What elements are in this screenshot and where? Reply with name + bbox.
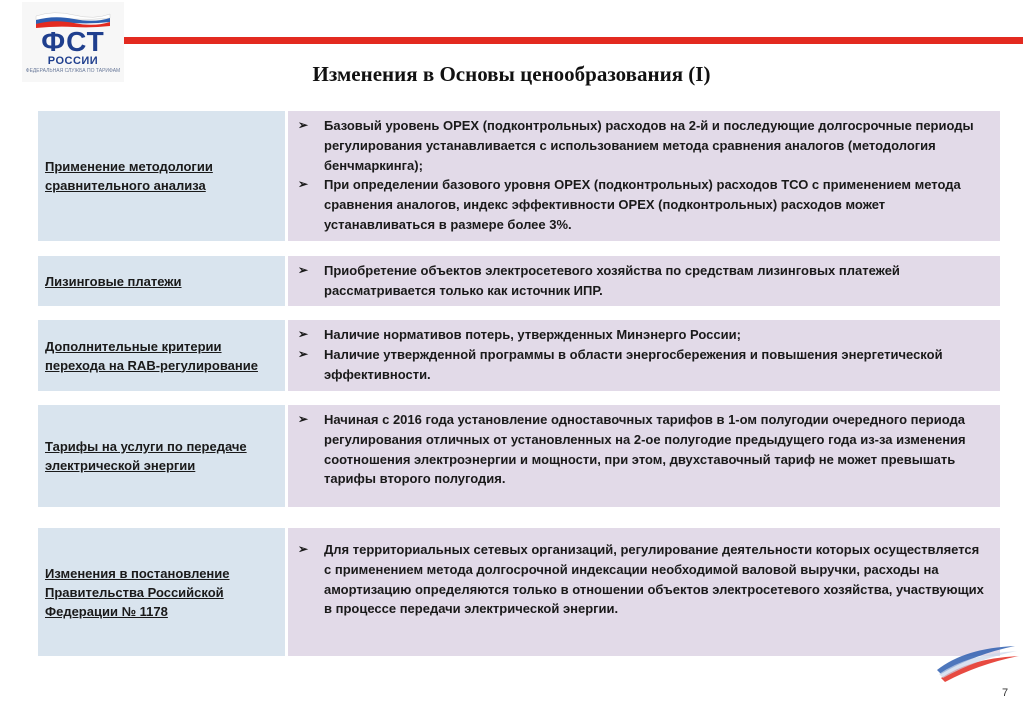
arrow-bullet-icon: ➢ (298, 118, 309, 132)
row-content-cell (288, 528, 1000, 656)
arrow-bullet-icon: ➢ (298, 177, 309, 192)
arrow-bullet-icon: ➢ (298, 327, 309, 341)
page-number: 7 (1002, 687, 1009, 699)
row-label-cell (38, 256, 285, 306)
arrow-bullet-icon: ➢ (298, 263, 309, 277)
arrow-bullet-icon: ➢ (298, 542, 309, 556)
row-label-cell (38, 111, 285, 241)
bullet-item: ➢ Для территориальных сетевых организаций, регулирование деятельности которых осуществляется с применением метода долгосрочной индексации необходимой валовой выручки, расходы на амортизацию определяются только в отношении объектов электросетевого хозяйства, участвующих в процессе передачи электрической энергии. (298, 542, 984, 617)
bullet-item: ➢ Приобретение объектов электросетевого хозяйства по средствам лизинговых платежей рассматривается только как источник ИПР. (298, 263, 900, 298)
row-content-cell (288, 256, 1000, 306)
row-content-cell (288, 320, 1000, 391)
logo-subtitle: РОССИИ (47, 55, 99, 67)
slide-title: Изменения в Основы ценообразования (I) (312, 62, 711, 86)
row-label-cell (38, 528, 285, 656)
row-label-cell (38, 320, 285, 391)
header-red-line (124, 37, 1023, 44)
row-label: Дополнительные критерии перехода на RAB-регулирование (45, 338, 258, 373)
row-label: Тарифы на услуги по передаче электрической энергии (45, 439, 247, 473)
row-rab-criteria (38, 320, 1000, 391)
row-label-cell (38, 405, 285, 507)
bullet-item: ➢ Наличие нормативов потерь, утвержденных Минэнерго России; (298, 325, 988, 345)
row-label: Применение методологии сравнительного анализа (45, 159, 213, 193)
arrow-bullet-icon: ➢ (298, 412, 309, 426)
row-tariffs (38, 405, 1000, 507)
bullet-item: ➢ Базовый уровень OPEX (подконтрольных) расходов на 2-й и последующие долгосрочные периоды регулирования устанавливается с использованием метода сравнения аналогов (методология бенчмаркинга); (298, 118, 974, 173)
logo-tagline: ФЕДЕРАЛЬНАЯ СЛУЖБА ПО ТАРИФАМ (25, 68, 121, 74)
arrow-bullet-icon: ➢ (298, 346, 309, 361)
row-leasing (38, 256, 1000, 306)
row-resolution-1178 (38, 528, 1000, 656)
logo-text: ФСТ (41, 26, 105, 57)
row-label: Лизинговые платежи (45, 273, 182, 289)
tricolor-swoosh-icon (935, 640, 1020, 688)
row-content-cell (288, 111, 1000, 241)
row-benchmarking (38, 111, 1000, 241)
row-content-cell (288, 405, 1000, 507)
row-label: Изменения в постановление Правительства Российской Федерации № 1178 (45, 565, 230, 619)
bullet-item: ➢ Начиная с 2016 года установление одноставочных тарифов в 1-ом полугодии очередного периода регулирования отличных от установленных на 2-ое полугодие предыдущего года из-за изменения соотношения электроэнергии и мощности, при этом, двухставочный тариф не может превышать тарифы второго полугодия. (298, 412, 966, 487)
bullet-item: ➢ При определении базового уровня OPEX (подконтрольных) расходов ТСО с применением метода сравнения аналогов, индекс эффективности OPEX (подконтрольных) расходов может устанавливаться в размере более 3%. (298, 177, 961, 232)
bullet-item: ➢ Наличие утвержденной программы в области энергосбережения и повышения энергетической эффективности. (298, 346, 943, 382)
